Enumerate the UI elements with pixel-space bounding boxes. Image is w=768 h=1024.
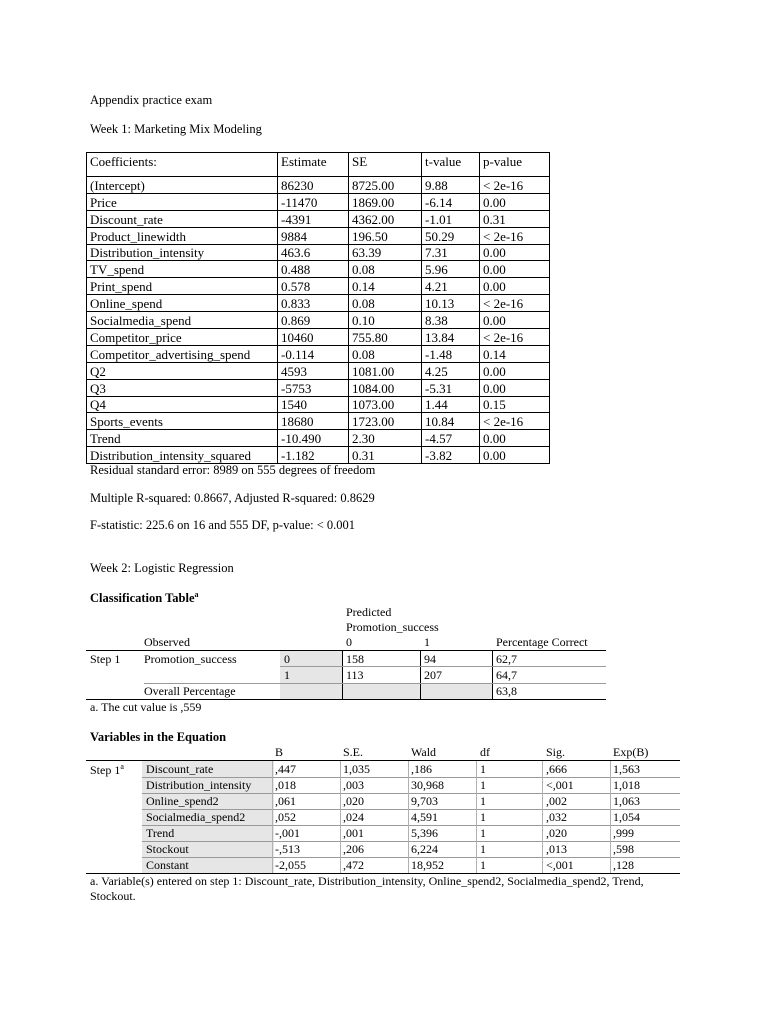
variables-cell: ,002 — [546, 794, 567, 808]
variables-header-cell: Exp(B) — [613, 745, 649, 759]
coefficients-cell: Trend — [87, 430, 278, 447]
variables-cell: 1 — [480, 794, 486, 808]
coefficients-cell: 10460 — [278, 329, 349, 346]
variables-cell: ,020 — [546, 826, 567, 840]
variables-step-label: Step 1$^a$ — [90, 762, 124, 777]
coefficients-cell: Sports_events — [87, 413, 278, 430]
row-0-col-0: 158 — [346, 652, 364, 666]
variables-cell: 1,054 — [613, 810, 640, 824]
coefficients-cell: -1.01 — [422, 210, 480, 227]
overall-pct: 63,8 — [496, 684, 517, 698]
coefficients-cell: Q3 — [87, 379, 278, 396]
dependent-label: Promotion_success — [346, 620, 439, 634]
coefficients-cell: 0.14 — [480, 345, 550, 362]
variables-cell: 30,968 — [411, 778, 444, 792]
variables-row-label: Constant — [146, 858, 189, 872]
variables-cell: ,013 — [546, 842, 567, 856]
variables-header-cell: Sig. — [546, 745, 566, 759]
variables-cell: <,001 — [546, 858, 574, 872]
coefficients-header-cell: p-value — [480, 153, 550, 177]
variables-cell: ,447 — [275, 762, 296, 776]
coefficients-cell: -4.57 — [422, 430, 480, 447]
coefficients-cell: 4593 — [278, 362, 349, 379]
coefficients-cell: 8725.00 — [349, 177, 422, 194]
coefficients-cell: -0.114 — [278, 345, 349, 362]
coefficients-cell: 10.84 — [422, 413, 480, 430]
col-1-header: 1 — [424, 635, 430, 649]
variables-cell: ,186 — [411, 762, 432, 776]
variables-header-cell: S.E. — [343, 745, 364, 759]
variables-cell: 6,224 — [411, 842, 438, 856]
variables-cell: ,999 — [613, 826, 634, 840]
coefficients-cell: 0.14 — [349, 278, 422, 295]
coefficients-cell: 63.39 — [349, 244, 422, 261]
row-0-col-1: 94 — [424, 652, 436, 666]
coefficients-cell: 86230 — [278, 177, 349, 194]
coefficients-cell: 0.31 — [349, 447, 422, 464]
coefficients-cell: 4362.00 — [349, 210, 422, 227]
coefficients-cell: 196.50 — [349, 227, 422, 244]
variables-cell: -,001 — [275, 826, 300, 840]
predicted-label: Predicted — [346, 605, 392, 619]
coefficients-cell: -1.48 — [422, 345, 480, 362]
coefficients-cell: 0.15 — [480, 396, 550, 413]
coefficients-cell: Print_spend — [87, 278, 278, 295]
variables-cell: ,018 — [275, 778, 296, 792]
pct-correct-header: Percentage Correct — [496, 635, 588, 649]
coefficients-cell: 0.08 — [349, 261, 422, 278]
coefficients-cell: 18680 — [278, 413, 349, 430]
coefficients-cell: 1869.00 — [349, 193, 422, 210]
variables-cell: 4,591 — [411, 810, 438, 824]
coefficients-cell: 4.21 — [422, 278, 480, 295]
observed-variable: Promotion_success — [144, 652, 237, 666]
coefficients-cell: 0.00 — [480, 193, 550, 210]
coefficients-cell: 7.31 — [422, 244, 480, 261]
coefficients-cell: 5.96 — [422, 261, 480, 278]
row-1-pct: 64,7 — [496, 668, 517, 682]
variables-cell: 1,035 — [343, 762, 370, 776]
coefficients-cell: 0.00 — [480, 379, 550, 396]
coefficients-cell: Distribution_intensity_squared — [87, 447, 278, 464]
coefficients-cell: Discount_rate — [87, 210, 278, 227]
variables-cell: 1,063 — [613, 794, 640, 808]
coefficients-cell: 0.578 — [278, 278, 349, 295]
coefficients-cell: 9884 — [278, 227, 349, 244]
row-0-pct: 62,7 — [496, 652, 517, 666]
variables-footnote-line1: a. Variable(s) entered on step 1: Discount_rate, Distribution_intensity, Online_spend2, Socialmedia_spend2, Trend, — [90, 874, 644, 888]
coefficients-cell: Product_linewidth — [87, 227, 278, 244]
coefficients-cell: TV_spend — [87, 261, 278, 278]
coefficients-header-cell: t-value — [422, 153, 480, 177]
coefficients-cell: 0.833 — [278, 295, 349, 312]
variables-cell: -,513 — [275, 842, 300, 856]
coefficients-cell: Price — [87, 193, 278, 210]
row-1-label: 1 — [284, 668, 290, 682]
coefficients-cell: -11470 — [278, 193, 349, 210]
variables-row-label: Online_spend2 — [146, 794, 219, 808]
step-label: Step 1 — [90, 652, 121, 666]
coefficients-cell: (Intercept) — [87, 177, 278, 194]
variables-cell: ,003 — [343, 778, 364, 792]
variables-cell: 1 — [480, 858, 486, 872]
variables-row-label: Trend — [146, 826, 175, 840]
coefficients-cell: < 2e-16 — [480, 295, 550, 312]
coefficients-header-cell: Coefficients: — [87, 153, 278, 177]
observed-label: Observed — [144, 635, 190, 649]
residual-standard-error: Residual standard error: 8989 on 555 degrees of freedom — [90, 463, 376, 477]
variables-cell: ,206 — [343, 842, 364, 856]
variables-cell: ,061 — [275, 794, 296, 808]
variables-cell: ,052 — [275, 810, 296, 824]
variables-header-cell: B — [275, 745, 284, 759]
coefficients-cell: < 2e-16 — [480, 413, 550, 430]
coefficients-cell: 0.08 — [349, 295, 422, 312]
coefficients-cell: Q2 — [87, 362, 278, 379]
variables-cell: 1 — [480, 778, 486, 792]
coefficients-cell: Distribution_intensity — [87, 244, 278, 261]
coefficients-cell: 0.00 — [480, 430, 550, 447]
coefficients-cell: Socialmedia_spend — [87, 312, 278, 329]
coefficients-cell: -10.490 — [278, 430, 349, 447]
variables-cell: ,598 — [613, 842, 634, 856]
variables-cell: 1 — [480, 762, 486, 776]
r-squared: Multiple R-squared: 0.8667, Adjusted R-squared: 0.8629 — [90, 491, 375, 505]
variables-cell: ,024 — [343, 810, 364, 824]
variables-cell: ,001 — [343, 826, 364, 840]
variables-cell: <,001 — [546, 778, 574, 792]
col-0-header: 0 — [346, 635, 352, 649]
coefficients-header-cell: SE — [349, 153, 422, 177]
coefficients-cell: 0.00 — [480, 278, 550, 295]
variables-row-label: Stockout — [146, 842, 189, 856]
coefficients-cell: -5753 — [278, 379, 349, 396]
coefficients-cell: 50.29 — [422, 227, 480, 244]
coefficients-cell: 0.00 — [480, 261, 550, 278]
coefficients-cell: 0.00 — [480, 362, 550, 379]
coefficients-cell: 0.869 — [278, 312, 349, 329]
coefficients-cell: 463.6 — [278, 244, 349, 261]
variables-footnote-line2: Stockout. — [90, 889, 136, 903]
variables-cell: ,666 — [546, 762, 567, 776]
variables-cell: 9,703 — [411, 794, 438, 808]
week1-heading: Week 1: Marketing Mix Modeling — [90, 122, 262, 136]
coefficients-cell: 0.00 — [480, 447, 550, 464]
week2-heading: Week 2: Logistic Regression — [90, 561, 234, 575]
f-statistic: F-statistic: 225.6 on 16 and 555 DF, p-value: < 0.001 — [90, 518, 356, 532]
coefficients-cell: Competitor_price — [87, 329, 278, 346]
coefficients-cell: -3.82 — [422, 447, 480, 464]
variables-header-cell: Wald — [411, 745, 437, 759]
coefficients-cell: 13.84 — [422, 329, 480, 346]
coefficients-cell: Competitor_advertising_spend — [87, 345, 278, 362]
coefficients-cell: 1723.00 — [349, 413, 422, 430]
variables-row-label: Discount_rate — [146, 762, 214, 776]
variables-cell: 5,396 — [411, 826, 438, 840]
coefficients-cell: 4.25 — [422, 362, 480, 379]
variables-cell: ,472 — [343, 858, 364, 872]
coefficients-cell: 0.00 — [480, 312, 550, 329]
variables-row-label: Distribution_intensity — [146, 778, 252, 792]
variables-cell: -2,055 — [275, 858, 306, 872]
coefficients-cell: < 2e-16 — [480, 227, 550, 244]
coefficients-cell: 0.31 — [480, 210, 550, 227]
coefficients-cell: 0.08 — [349, 345, 422, 362]
coefficients-cell: 1540 — [278, 396, 349, 413]
coefficients-cell: 1081.00 — [349, 362, 422, 379]
coefficients-cell: -1.182 — [278, 447, 349, 464]
coefficients-cell: Online_spend — [87, 295, 278, 312]
coefficients-cell: 755.80 — [349, 329, 422, 346]
coefficients-cell: 9.88 — [422, 177, 480, 194]
coefficients-cell: Q4 — [87, 396, 278, 413]
variables-cell: ,032 — [546, 810, 567, 824]
variables-table-title: Variables in the Equation — [90, 730, 227, 744]
variables-cell: ,128 — [613, 858, 634, 872]
coefficients-cell: < 2e-16 — [480, 329, 550, 346]
coefficients-cell: < 2e-16 — [480, 177, 550, 194]
coefficients-cell: 8.38 — [422, 312, 480, 329]
coefficients-cell: 1073.00 — [349, 396, 422, 413]
coefficients-cell: 0.00 — [480, 244, 550, 261]
coefficients-cell: -6.14 — [422, 193, 480, 210]
coefficients-cell: 0.10 — [349, 312, 422, 329]
classification-table-title: Classification Table$^a$ — [90, 590, 199, 606]
classification-footnote: a. The cut value is ,559 — [90, 700, 202, 714]
coefficients-cell: 1.44 — [422, 396, 480, 413]
doc-title: Appendix practice exam — [90, 93, 213, 107]
row-1-col-1: 207 — [424, 668, 442, 682]
overall-label: Overall Percentage — [144, 684, 236, 698]
variables-cell: 1,563 — [613, 762, 640, 776]
row-1-col-0: 113 — [346, 668, 364, 682]
variables-cell: 1 — [480, 826, 486, 840]
coefficients-cell: 1084.00 — [349, 379, 422, 396]
coefficients-cell: 10.13 — [422, 295, 480, 312]
variables-cell: 1 — [480, 810, 486, 824]
variables-cell: 18,952 — [411, 858, 444, 872]
variables-header-cell: df — [480, 745, 490, 759]
coefficients-cell: 0.488 — [278, 261, 349, 278]
variables-cell: 1,018 — [613, 778, 640, 792]
coefficients-cell: -4391 — [278, 210, 349, 227]
variables-row-label: Socialmedia_spend2 — [146, 810, 246, 824]
coefficients-cell: 2.30 — [349, 430, 422, 447]
coefficients-header-cell: Estimate — [278, 153, 349, 177]
variables-cell: 1 — [480, 842, 486, 856]
row-0-label: 0 — [284, 652, 290, 666]
coefficients-cell: -5.31 — [422, 379, 480, 396]
variables-cell: ,020 — [343, 794, 364, 808]
